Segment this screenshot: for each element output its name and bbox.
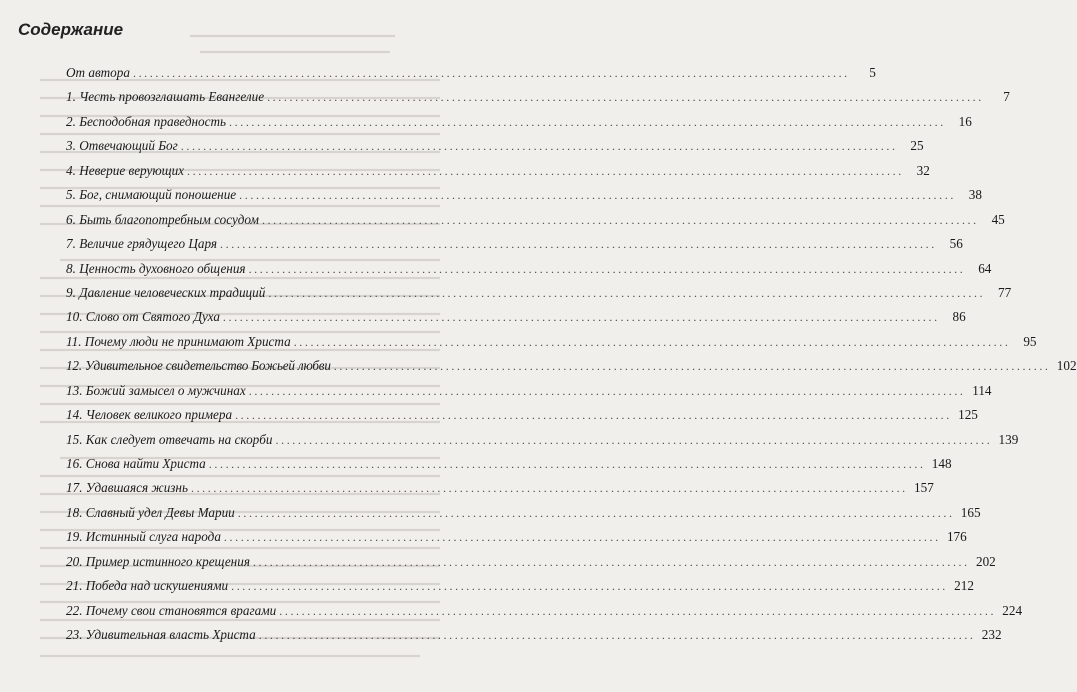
toc-entry — [66, 382, 992, 407]
toc-entry-title: 9. Давление человеческих традиций — [66, 284, 266, 300]
toc-entry-page: 148 — [931, 456, 952, 471]
dot-leader: ................................................................................................................................ — [229, 114, 946, 129]
toc-entry-page: 224 — [1002, 602, 1023, 618]
toc-entry-page: 232 — [981, 627, 1002, 643]
toc-entry — [66, 602, 1023, 627]
toc-entry-title: 22. Почему свои становятся врагами — [66, 602, 277, 618]
toc-entry-page: 157 — [914, 480, 934, 496]
toc-entry-page: 86 — [952, 309, 966, 325]
toc-entry — [66, 529, 967, 553]
toc-entry — [66, 333, 1037, 358]
dot-leader: ................................................................................................................................ — [268, 285, 986, 300]
toc-entry-title: 23. Удивительная власть Христа — [66, 627, 256, 643]
toc-entry-title: 21. Победа над искушениями — [66, 578, 229, 594]
toc-entry-title: 17. Удавшаяся жизнь — [66, 480, 188, 496]
toc-entry-title: 1. Честь провозглашать Евангелие — [66, 89, 265, 105]
page-title: Содержание — [18, 20, 124, 39]
toc-entry-title: 16. Снова найти Христа — [66, 456, 206, 471]
toc-entry-page: 25 — [910, 138, 924, 154]
toc-entry-title: 20. Пример истинного крещения — [66, 553, 250, 569]
toc-entry-title: 15. Как следует отвечать на скорби — [66, 431, 273, 447]
dot-leader: ................................................................................................................................ — [237, 505, 955, 520]
toc-entry — [66, 260, 992, 285]
dot-leader: ................................................................................................................................ — [333, 359, 1051, 374]
dot-leader: ................................................................................................................................ — [279, 603, 997, 618]
toc-entry-page: 64 — [978, 260, 992, 276]
toc-entry — [66, 113, 972, 138]
dot-leader: ................................................................................................................................ — [293, 334, 1011, 349]
toc-entry-page: 95 — [1023, 333, 1037, 349]
toc-entry — [66, 358, 1077, 382]
dot-leader: ................................................................................................................................ — [187, 163, 904, 178]
dot-leader: ................................................................................................................................ — [267, 90, 984, 105]
dot-leader: ................................................................................................................................ — [223, 530, 941, 545]
toc-entry-page: 77 — [997, 284, 1012, 300]
dot-leader: ................................................................................................................................ — [248, 383, 966, 398]
toc-entry-page: 45 — [991, 211, 1005, 227]
table-of-contents — [66, 65, 1077, 652]
dot-leader: ................................................................................................................................ — [180, 139, 898, 154]
toc-entry-title: 10. Слово от Святого Духа — [66, 309, 220, 325]
toc-entry-page: 139 — [998, 431, 1019, 447]
toc-entry — [66, 553, 996, 578]
dot-leader: ................................................................................................................................ — [248, 261, 966, 276]
toc-entry-page: 5 — [869, 65, 876, 80]
toc-entry-title: 12. Удивительное свидетельство Божьей любви — [66, 358, 331, 374]
toc-entry-title: 18. Славный удел Девы Марии — [66, 504, 235, 520]
toc-entry — [66, 65, 876, 89]
toc-entry — [66, 578, 974, 602]
dot-leader: ................................................................................................................................ — [220, 237, 937, 252]
dot-leader: ................................................................................................................................ — [235, 408, 952, 423]
toc-entry-title: 5. Бог, снимающий поношение — [66, 187, 237, 203]
toc-entry — [66, 284, 1012, 309]
toc-entry-title: 19. Истинный слуга народа — [66, 529, 221, 545]
toc-entry-page: 32 — [916, 162, 930, 178]
toc-entry-page: 125 — [958, 407, 978, 423]
toc-entry-title: 4. Неверие верующих — [66, 162, 185, 178]
dot-leader: ................................................................................................................................ — [258, 628, 976, 643]
dot-leader: ................................................................................................................................ — [190, 481, 908, 496]
toc-entry — [66, 187, 982, 211]
toc-entry-title: 13. Божий замысел о мужчинах — [66, 382, 246, 398]
toc-entry — [66, 456, 952, 480]
toc-entry — [66, 236, 963, 260]
toc-entry — [66, 211, 1005, 236]
toc-entry-page: 7 — [1003, 89, 1010, 105]
toc-entry-title: 14. Человек великого примера — [66, 407, 233, 423]
dot-leader: ................................................................................................................................ — [132, 66, 850, 80]
toc-entry-title: От автора — [66, 65, 130, 80]
toc-entry — [66, 138, 924, 162]
toc-entry-page: 102 — [1056, 358, 1077, 374]
dot-leader: ................................................................................................................................ — [239, 188, 956, 203]
dot-leader: ................................................................................................................................ — [222, 310, 940, 325]
toc-entry-title: 8. Ценность духовного общения — [66, 260, 246, 276]
toc-entry — [66, 504, 981, 529]
toc-entry — [66, 480, 934, 504]
toc-entry-title: 11. Почему люди не принимают Христа — [66, 333, 291, 349]
toc-entry-page: 114 — [972, 382, 992, 398]
toc-entry — [66, 627, 1002, 651]
toc-entry — [66, 89, 1010, 113]
dot-leader: ................................................................................................................................ — [208, 457, 926, 471]
toc-entry-page: 202 — [975, 553, 996, 569]
toc-entry — [66, 431, 1019, 456]
toc-entry-title: 3. Отвечающий Бог — [66, 138, 178, 154]
toc-entry — [66, 162, 930, 187]
toc-entry-page: 165 — [960, 504, 981, 520]
dot-leader: ................................................................................................................................ — [231, 579, 948, 594]
toc-entry-page: 16 — [958, 113, 972, 129]
dot-leader: ................................................................................................................................ — [275, 432, 993, 447]
dot-leader: ................................................................................................................................ — [261, 212, 979, 227]
toc-entry — [66, 407, 978, 431]
toc-entry-page: 38 — [968, 187, 982, 203]
toc-entry-title: 6. Быть благопотребным сосудом — [66, 211, 259, 227]
toc-entry-page: 212 — [954, 578, 974, 594]
toc-entry-page: 56 — [949, 236, 963, 252]
dot-leader: ................................................................................................................................ — [252, 554, 970, 569]
toc-entry-page: 176 — [946, 529, 967, 545]
toc-entry-title: 2. Бесподобная праведность — [66, 113, 227, 129]
toc-entry-title: 7. Величие грядущего Царя — [66, 236, 218, 252]
toc-entry — [66, 309, 966, 333]
